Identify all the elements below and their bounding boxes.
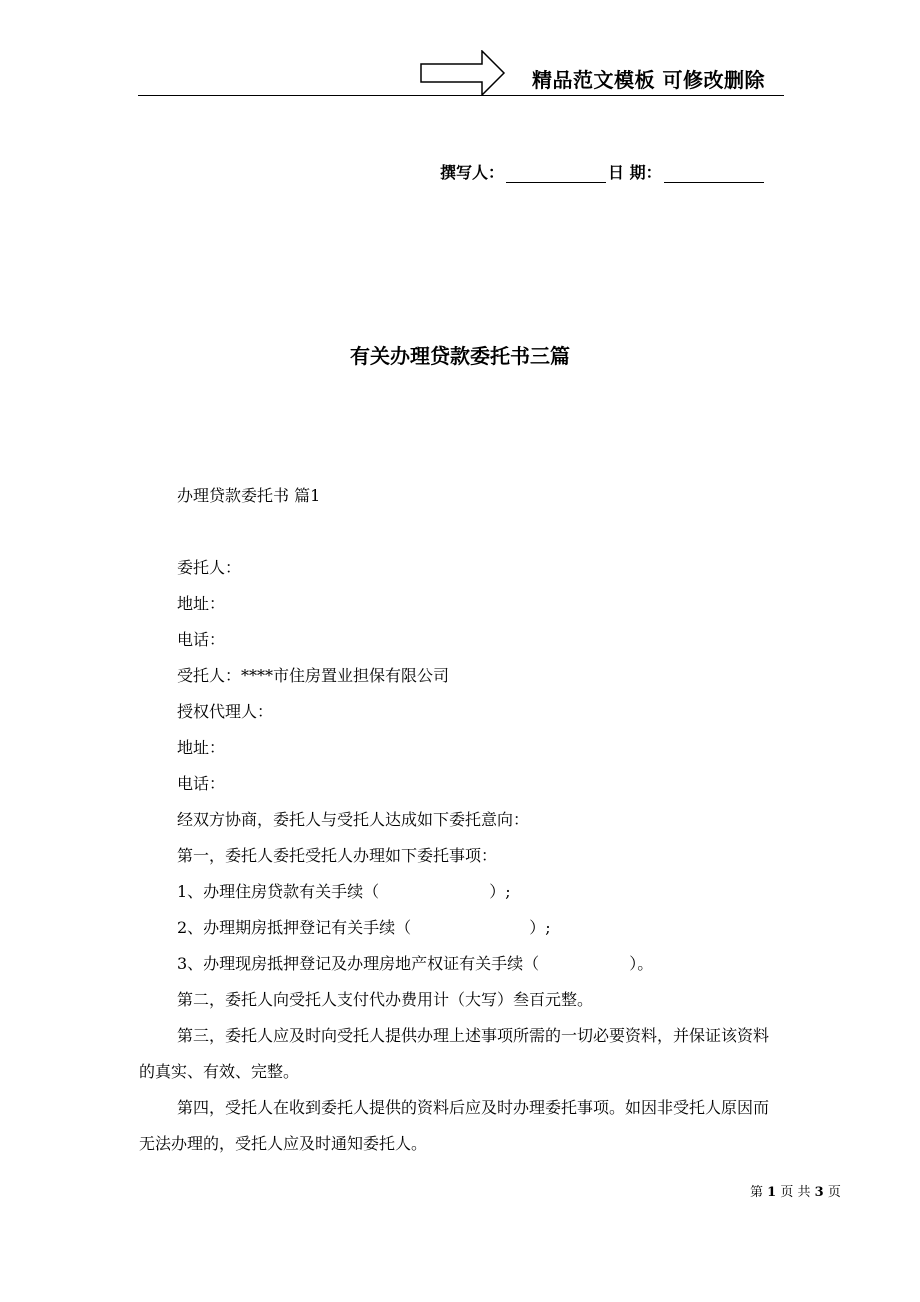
list-item: 1、办理住房贷款有关手续（ ）; <box>177 882 511 901</box>
field-trustee: 受托人：****市住房置业担保有限公司 <box>177 666 450 685</box>
paragraph-fourth: 第四，受托人在收到委托人提供的资料后应及时办理委托事项。如因非受托人原因而无法办理的，受托人应及时通知委托人。 <box>139 1098 770 1153</box>
author-date-line <box>440 160 766 183</box>
list-item: 2、办理期房抵押登记有关手续（ ）; <box>177 918 551 937</box>
document-body <box>139 478 779 1162</box>
arrow-icon <box>420 50 506 96</box>
section-heading: 办理贷款委托书 篇1 <box>177 486 321 505</box>
date-blank <box>664 164 764 183</box>
field-address: 地址： <box>177 594 226 613</box>
date-label: 日 期： <box>608 163 662 182</box>
document-title: 有关办理贷款委托书三篇 <box>350 344 570 368</box>
list-item: 3、办理现房抵押登记及办理房地产权证有关手续（ ）。 <box>177 954 654 973</box>
paragraph-second: 第二，委托人向受托人支付代办费用计（大写）叁百元整。 <box>177 990 594 1009</box>
field-phone: 电话： <box>177 630 226 649</box>
paragraph-intro: 经双方协商，委托人与受托人达成如下委托意向： <box>177 810 530 829</box>
field-agent: 授权代理人： <box>177 702 274 721</box>
page-number: 第 1 页 共 3 页 <box>750 1185 841 1200</box>
field-address-2: 地址： <box>177 738 226 757</box>
author-blank <box>506 164 606 183</box>
header-tagline: 精品范文模板 可修改删除 <box>532 68 765 92</box>
paragraph-first: 第一，委托人委托受托人办理如下委托事项： <box>177 846 498 865</box>
field-phone-2: 电话： <box>177 774 226 793</box>
author-label: 撰写人： <box>440 163 505 182</box>
paragraph-third: 第三，委托人应及时向受托人提供办理上述事项所需的一切必要资料，并保证该资料的真实、有效、完整。 <box>139 1026 770 1081</box>
field-principal: 委托人： <box>177 558 242 577</box>
header-divider <box>138 95 784 96</box>
